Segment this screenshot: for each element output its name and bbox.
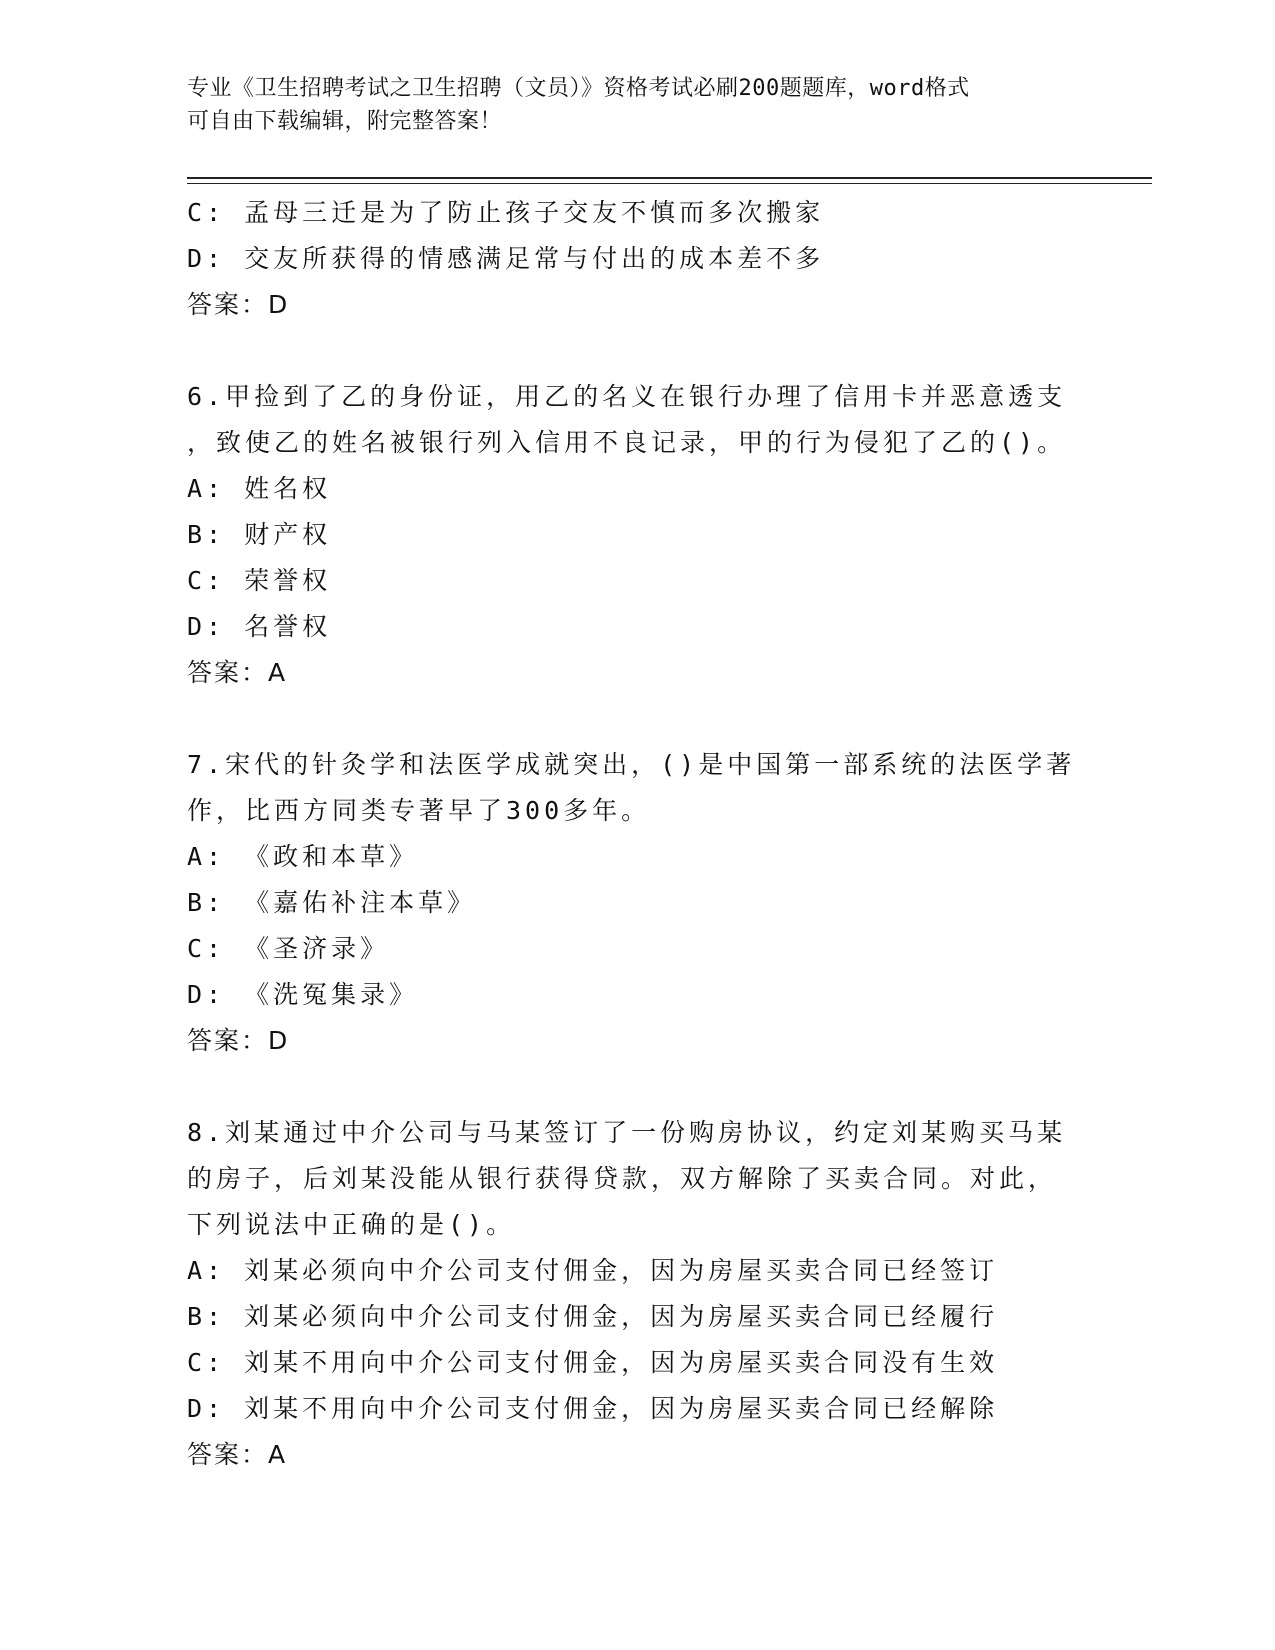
answer-line: 答案：D (187, 1026, 290, 1055)
document-header (187, 72, 1067, 138)
question-stem-line: 的房子，后刘某没能从银行获得贷款，双方解除了买卖合同。对此， (187, 1164, 1058, 1193)
option-a: A: 姓名权 (187, 474, 332, 503)
option-c: C: 刘某不用向中介公司支付佣金，因为房屋买卖合同没有生效 (187, 1348, 999, 1377)
question-7 (187, 742, 1087, 1064)
spacer (187, 696, 1087, 742)
spacer (187, 1064, 1087, 1110)
question-8 (187, 1110, 1087, 1478)
question-6 (187, 374, 1087, 696)
answer-line: 答案：D (187, 290, 290, 319)
question-stem-line: ，致使乙的姓名被银行列入信用不良记录，甲的行为侵犯了乙的()。 (187, 428, 1067, 457)
option-d: D: 名誉权 (187, 612, 332, 641)
answer-line: 答案：A (187, 1440, 288, 1469)
option-c: C: 孟母三迁是为了防止孩子交友不慎而多次搬家 (187, 198, 825, 227)
question-stem-line: 作，比西方同类专著早了300多年。 (187, 796, 651, 825)
option-b: B: 刘某必须向中介公司支付佣金，因为房屋买卖合同已经履行 (187, 1302, 999, 1331)
option-b: B: 《嘉佑补注本草》 (187, 888, 477, 917)
option-a: A: 《政和本草》 (187, 842, 419, 871)
option-c: C: 《圣济录》 (187, 934, 390, 963)
header-title-line-2: 可自由下载编辑，附完整答案！ (187, 109, 503, 134)
question-stem-line: 8.刘某通过中介公司与马某签订了一份购房协议，约定刘某购买马某 (187, 1118, 1067, 1147)
option-c: C: 荣誉权 (187, 566, 332, 595)
option-d: D: 刘某不用向中介公司支付佣金，因为房屋买卖合同已经解除 (187, 1394, 999, 1423)
option-d: D: 《洗冤集录》 (187, 980, 419, 1009)
answer-line: 答案：A (187, 658, 288, 687)
question-stem-line: 6.甲捡到了乙的身份证，用乙的名义在银行办理了信用卡并恶意透支 (187, 382, 1067, 411)
question-stem-line: 7.宋代的针灸学和法医学成就突出，()是中国第一部系统的法医学著 (187, 750, 1076, 779)
option-b: B: 财产权 (187, 520, 332, 549)
option-a: A: 刘某必须向中介公司支付佣金，因为房屋买卖合同已经签订 (187, 1256, 999, 1285)
question-list (187, 190, 1087, 1478)
question-5-continued (187, 190, 1087, 328)
option-d: D: 交友所获得的情感满足常与付出的成本差不多 (187, 244, 825, 273)
header-divider-thin (187, 183, 1152, 184)
question-stem-line: 下列说法中正确的是()。 (187, 1210, 516, 1239)
header-divider-thick (187, 177, 1152, 179)
header-title-line-1: 专业《卫生招聘考试之卫生招聘（文员）》资格考试必刷200题题库，word格式 (187, 76, 970, 101)
spacer (187, 328, 1087, 374)
